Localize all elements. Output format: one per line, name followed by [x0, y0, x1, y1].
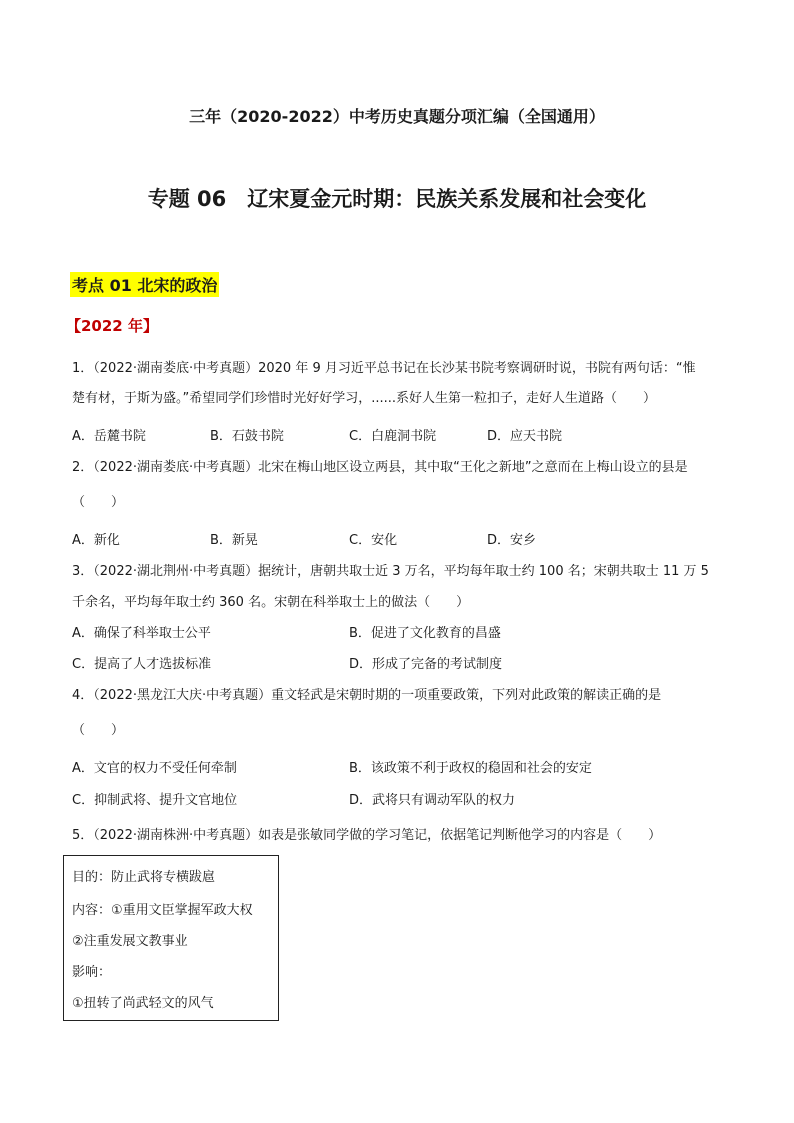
question-1-line-1: 1．（2022·湖南娄底·中考真题）2020 年 9 月习近平总书记在长沙某书院考察调研时说，书院有两句话：“惟 [72, 361, 696, 376]
question-2-option-c: C．安化 [349, 533, 398, 548]
topic-heading: 考点 01 北宋的政治 [70, 272, 219, 297]
question-3-line-1: 3．（2022·湖北荆州·中考真题）据统计，唐朝共取士近 3 万名，平均每年取士约 100 名；宋朝共取士 11 万 5 [72, 564, 709, 579]
question-3-line-2: 千余名，平均每年取士约 360 名。宋朝在科举取士上的做法（ ） [72, 595, 470, 610]
notes-impact-label: 影响： [72, 965, 112, 980]
question-5-line-1: 5．（2022·湖南株洲·中考真题）如表是张敏同学做的学习笔记，依据笔记判断他学习的内容是（ ） [72, 828, 662, 843]
question-2-line-2: （ ） [72, 495, 125, 510]
question-2-option-a: A．新化 [72, 533, 120, 548]
question-1-option-a: A．岳麓书院 [72, 429, 146, 444]
question-3-option-c: C．提高了人才选拔标准 [72, 657, 212, 672]
question-2-option-d: D．安乡 [487, 533, 537, 548]
notes-content: 内容：①重用文臣掌握军政大权 [72, 903, 253, 918]
question-1-option-b: B．石鼓书院 [210, 429, 284, 444]
question-4-option-d: D．武将只有调动军队的权力 [349, 793, 516, 808]
notes-impact-item-1: ①扭转了尚武轻文的风气 [72, 996, 214, 1011]
question-3-option-a: A．确保了科举取士公平 [72, 626, 211, 641]
notes-purpose: 目的：防止武将专横跋扈 [72, 870, 216, 885]
question-4-option-a: A．文官的权力不受任何牵制 [72, 761, 237, 776]
question-4-line-1: 4．（2022·黑龙江大庆·中考真题）重文轻武是宋朝时期的一项重要政策，下列对此政策的解读正确的是 [72, 688, 662, 703]
question-2-option-b: B．新晃 [210, 533, 258, 548]
document-subtitle: 三年（2020-2022）中考历史真题分项汇编（全国通用） [189, 107, 605, 126]
year-heading: 【2022 年】 [66, 317, 158, 335]
question-4-option-b: B．该政策不利于政权的稳固和社会的安定 [349, 761, 592, 776]
question-3-option-d: D．形成了完备的考试制度 [349, 657, 503, 672]
document-title: 专题 06 辽宋夏金元时期：民族关系发展和社会变化 [147, 187, 647, 211]
question-3-option-b: B．促进了文化教育的昌盛 [349, 626, 501, 641]
notes-content-item-2: ②注重发展文教事业 [72, 934, 188, 949]
question-4-line-2: （ ） [72, 723, 125, 738]
question-1-option-d: D．应天书院 [487, 429, 563, 444]
study-notes-table [63, 855, 279, 1021]
question-1-line-2: 楚有材，于斯为盛。”希望同学们珍惜时光好好学习，......系好人生第一粒扣子，走好人生道路（ ） [72, 391, 657, 406]
question-2-line-1: 2．（2022·湖南娄底·中考真题）北宋在梅山地区设立两县，其中取“王化之新地”之意而在上梅山设立的县是 [72, 460, 688, 475]
question-1-option-c: C．白鹿洞书院 [349, 429, 437, 444]
question-4-option-c: C．抑制武将、提升文官地位 [72, 793, 238, 808]
